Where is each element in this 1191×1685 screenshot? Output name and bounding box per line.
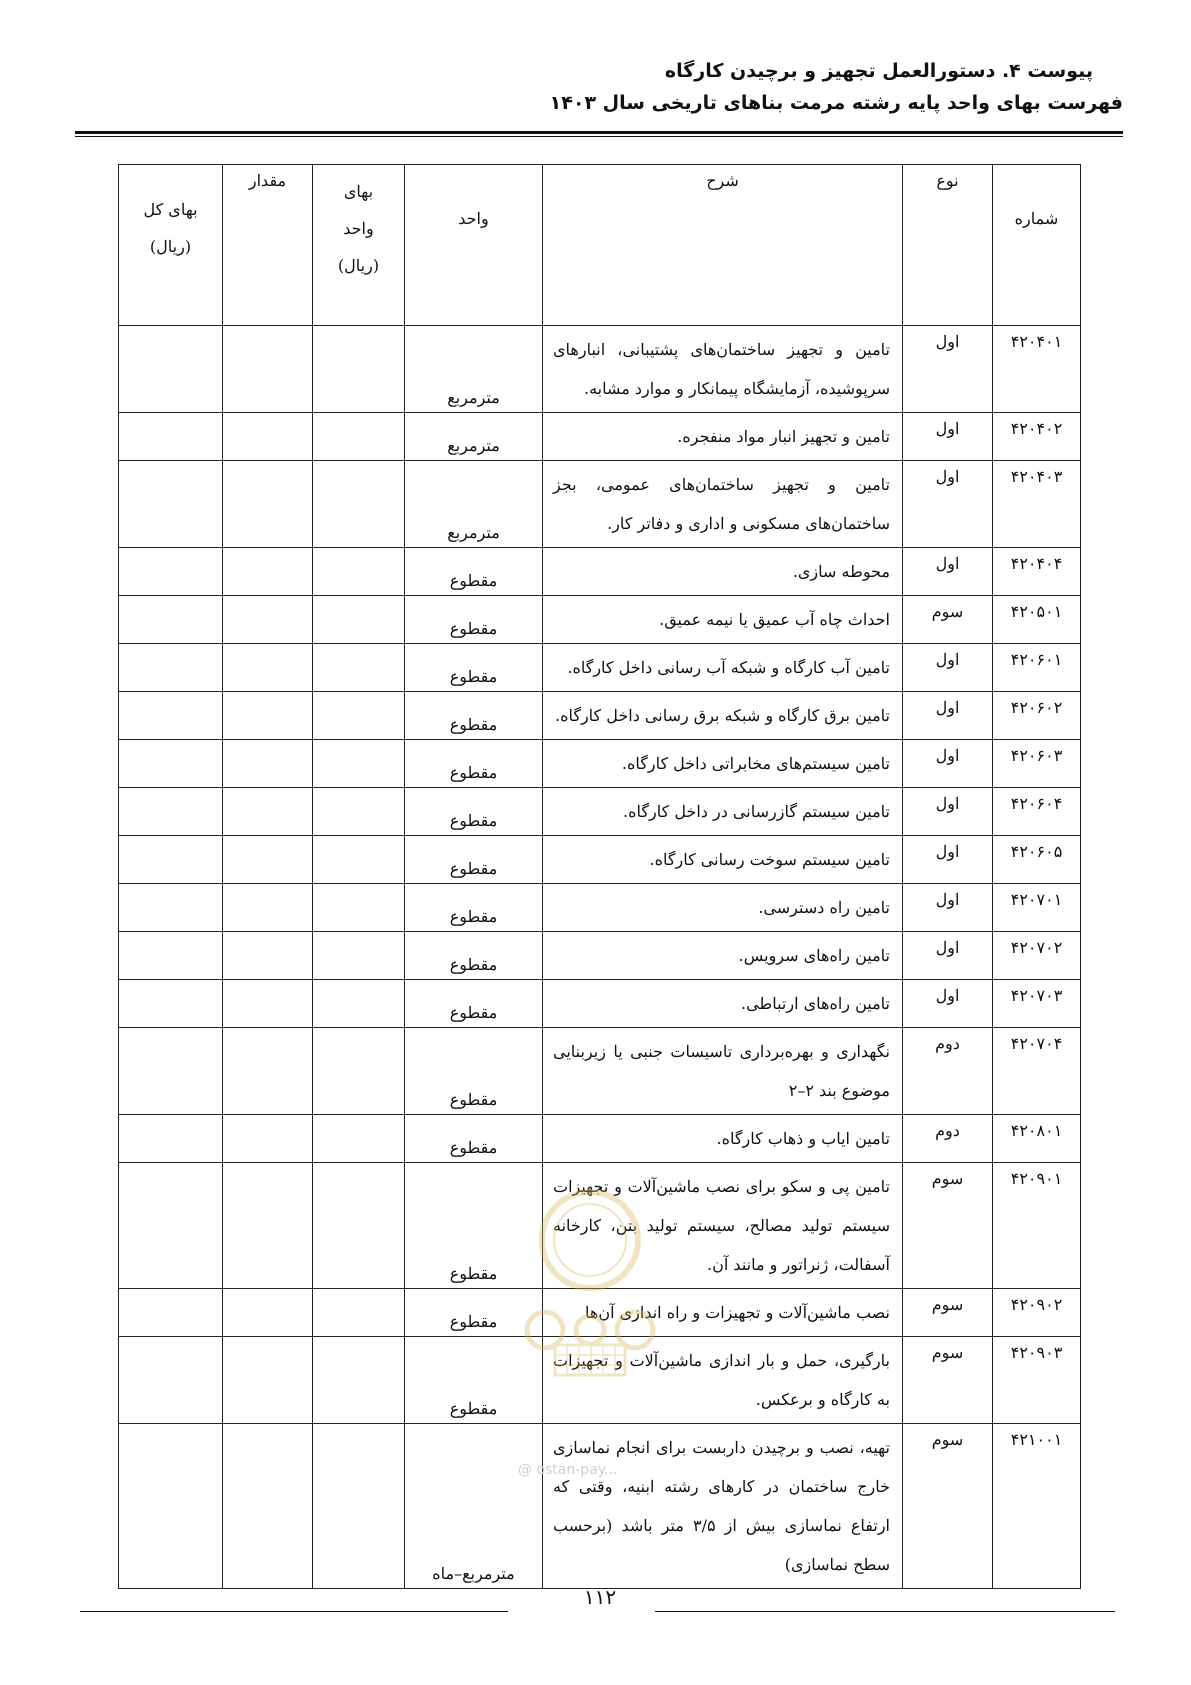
price-list-table	[118, 164, 1081, 1589]
table-row	[119, 788, 1081, 836]
item-total-price	[119, 1424, 223, 1589]
item-quantity	[223, 1115, 313, 1163]
item-unit: مقطوع	[405, 1163, 543, 1289]
item-type: اول	[903, 980, 993, 1028]
item-number: ۴۲۰۶۰۴	[993, 788, 1081, 836]
table-row	[119, 326, 1081, 413]
item-number: ۴۲۰۴۰۱	[993, 326, 1081, 413]
item-number: ۴۲۰۵۰۱	[993, 596, 1081, 644]
table-row	[119, 1289, 1081, 1337]
table-row	[119, 836, 1081, 884]
item-unit: مقطوع	[405, 1289, 543, 1337]
item-unit-price	[313, 461, 405, 548]
item-number: ۴۲۰۶۰۲	[993, 692, 1081, 740]
page-number: ۱۱۲	[583, 1585, 617, 1609]
table-row	[119, 548, 1081, 596]
item-number: ۴۲۰۹۰۳	[993, 1337, 1081, 1424]
item-unit-price	[313, 1115, 405, 1163]
item-type: سوم	[903, 1163, 993, 1289]
item-description: تامین سیستم سوخت رسانی کارگاه.	[543, 836, 903, 884]
item-type: دوم	[903, 1028, 993, 1115]
item-number: ۴۲۰۷۰۲	[993, 932, 1081, 980]
item-type: اول	[903, 836, 993, 884]
item-total-price	[119, 740, 223, 788]
item-quantity	[223, 692, 313, 740]
col-header-number: شماره	[993, 165, 1081, 326]
col-header-unit-price: بهای واحد (ریال)	[313, 165, 405, 326]
item-unit: مقطوع	[405, 932, 543, 980]
item-total-price	[119, 836, 223, 884]
col-header-description: شرح	[543, 165, 903, 326]
item-unit-price	[313, 1289, 405, 1337]
item-type: اول	[903, 692, 993, 740]
item-quantity	[223, 980, 313, 1028]
item-type: دوم	[903, 1115, 993, 1163]
item-unit: مقطوع	[405, 1028, 543, 1115]
item-quantity	[223, 548, 313, 596]
item-quantity	[223, 461, 313, 548]
item-unit: مترمربع–ماه	[405, 1424, 543, 1589]
table-header-row	[119, 165, 1081, 326]
item-type: اول	[903, 740, 993, 788]
item-type: سوم	[903, 1337, 993, 1424]
table-row	[119, 740, 1081, 788]
item-number: ۴۲۰۶۰۳	[993, 740, 1081, 788]
item-unit-price	[313, 788, 405, 836]
table-row	[119, 1337, 1081, 1424]
item-unit: مقطوع	[405, 980, 543, 1028]
footer-rule-left	[80, 1611, 508, 1612]
item-total-price	[119, 644, 223, 692]
item-quantity	[223, 596, 313, 644]
item-total-price	[119, 326, 223, 413]
item-unit: مترمربع	[405, 413, 543, 461]
item-total-price	[119, 1028, 223, 1115]
item-quantity	[223, 884, 313, 932]
item-description: تهیه، نصب و برچیدن داربست برای انجام نماسازی خارج ساختمان در کارهای رشته ابنیه، وقتی که ارتفاع نماسازی بیش از ۳/۵ متر باشد (برحسب سطح نماسازی)	[543, 1424, 903, 1589]
item-unit-price	[313, 1028, 405, 1115]
col-header-total-price: بهای کل (ریال)	[119, 165, 223, 326]
item-quantity	[223, 1289, 313, 1337]
item-type: اول	[903, 932, 993, 980]
col-header-unit: واحد	[405, 165, 543, 326]
item-quantity	[223, 326, 313, 413]
item-type: اول	[903, 884, 993, 932]
item-unit-price	[313, 836, 405, 884]
item-description: تامین آب کارگاه و شبکه آب رسانی داخل کارگاه.	[543, 644, 903, 692]
item-quantity	[223, 1028, 313, 1115]
item-number: ۴۲۰۷۰۱	[993, 884, 1081, 932]
item-total-price	[119, 884, 223, 932]
item-description: تامین سیستم گازرسانی در داخل کارگاه.	[543, 788, 903, 836]
item-unit: مقطوع	[405, 884, 543, 932]
item-unit: مقطوع	[405, 548, 543, 596]
table-row	[119, 1163, 1081, 1289]
item-description: تامین و تجهیز ساختمان‌های پشتیبانی، انبارهای سرپوشیده، آزمایشگاه پیمانکار و موارد مشابه.	[543, 326, 903, 413]
item-total-price	[119, 461, 223, 548]
item-total-price	[119, 980, 223, 1028]
item-unit: مقطوع	[405, 1115, 543, 1163]
item-unit-price	[313, 740, 405, 788]
table-row	[119, 884, 1081, 932]
table-row	[119, 980, 1081, 1028]
item-description: نگهداری و بهره‌برداری تاسیسات جنبی یا زیربنایی موضوع بند ۲–۲	[543, 1028, 903, 1115]
item-description: تامین پی و سکو برای نصب ماشین‌آلات و تجهیزات سیستم تولید مصالح، سیستم تولید بتن، کارخانه آسفالت، ژنراتور و مانند آن.	[543, 1163, 903, 1289]
item-unit: مقطوع	[405, 596, 543, 644]
item-description: تامین راه دسترسی.	[543, 884, 903, 932]
item-total-price	[119, 932, 223, 980]
item-number: ۴۲۰۶۰۵	[993, 836, 1081, 884]
table-row	[119, 1115, 1081, 1163]
item-unit: مقطوع	[405, 740, 543, 788]
page-header	[63, 56, 1123, 120]
item-unit-price	[313, 548, 405, 596]
item-total-price	[119, 1289, 223, 1337]
item-quantity	[223, 788, 313, 836]
item-number: ۴۲۰۴۰۴	[993, 548, 1081, 596]
item-total-price	[119, 1337, 223, 1424]
item-unit-price	[313, 692, 405, 740]
item-unit-price	[313, 644, 405, 692]
item-type: اول	[903, 788, 993, 836]
item-description: نصب ماشین‌آلات و تجهیزات و راه اندازی آن‌ها	[543, 1289, 903, 1337]
item-quantity	[223, 1337, 313, 1424]
item-description: تامین و تجهیز ساختمان‌های عمومی، بجز ساختمان‌های مسکونی و اداری و دفاتر کار.	[543, 461, 903, 548]
item-number: ۴۲۰۴۰۲	[993, 413, 1081, 461]
item-description: احداث چاه آب عمیق یا نیمه عمیق.	[543, 596, 903, 644]
appendix-title: پیوست ۴. دستورالعمل تجهیز و برچیدن کارگاه	[664, 60, 1093, 82]
table-row	[119, 1424, 1081, 1589]
item-number: ۴۲۰۹۰۱	[993, 1163, 1081, 1289]
item-total-price	[119, 1115, 223, 1163]
watermark-text: @ ostan-pay...	[518, 1462, 618, 1478]
col-header-quantity: مقدار	[223, 165, 313, 326]
item-number: ۴۲۰۷۰۳	[993, 980, 1081, 1028]
item-type: اول	[903, 644, 993, 692]
item-type: اول	[903, 461, 993, 548]
item-unit: مقطوع	[405, 692, 543, 740]
item-unit-price	[313, 932, 405, 980]
item-type: سوم	[903, 1289, 993, 1337]
item-description: تامین برق کارگاه و شبکه برق رسانی داخل کارگاه.	[543, 692, 903, 740]
item-type: اول	[903, 326, 993, 413]
item-number: ۴۲۱۰۰۱	[993, 1424, 1081, 1589]
footer-rule-right	[655, 1611, 1115, 1612]
item-total-price	[119, 413, 223, 461]
item-quantity	[223, 932, 313, 980]
item-quantity	[223, 1163, 313, 1289]
item-unit: مقطوع	[405, 836, 543, 884]
header-rule-thick	[75, 131, 1123, 134]
document-title: فهرست بهای واحد پایه رشته مرمت بناهای تاریخی سال ۱۴۰۳	[549, 92, 1123, 114]
item-number: ۴۲۰۴۰۳	[993, 461, 1081, 548]
item-unit-price	[313, 884, 405, 932]
item-unit: مقطوع	[405, 644, 543, 692]
item-unit: مترمربع	[405, 461, 543, 548]
table-row	[119, 692, 1081, 740]
item-unit: مقطوع	[405, 788, 543, 836]
item-unit-price	[313, 980, 405, 1028]
item-description: تامین ایاب و ذهاب کارگاه.	[543, 1115, 903, 1163]
item-description: محوطه سازی.	[543, 548, 903, 596]
item-number: ۴۲۰۶۰۱	[993, 644, 1081, 692]
table-row	[119, 461, 1081, 548]
item-type: سوم	[903, 596, 993, 644]
item-unit-price	[313, 326, 405, 413]
item-number: ۴۲۰۷۰۴	[993, 1028, 1081, 1115]
item-quantity	[223, 644, 313, 692]
item-unit: مترمربع	[405, 326, 543, 413]
item-unit-price	[313, 1424, 405, 1589]
item-quantity	[223, 413, 313, 461]
item-type: اول	[903, 413, 993, 461]
item-description: تامین و تجهیز انبار مواد منفجره.	[543, 413, 903, 461]
table-row	[119, 413, 1081, 461]
item-unit-price	[313, 1163, 405, 1289]
item-total-price	[119, 788, 223, 836]
table-row	[119, 644, 1081, 692]
item-total-price	[119, 692, 223, 740]
item-unit-price	[313, 413, 405, 461]
item-quantity	[223, 740, 313, 788]
item-unit-price	[313, 596, 405, 644]
item-quantity	[223, 1424, 313, 1589]
item-description: بارگیری، حمل و بار اندازی ماشین‌آلات و تجهیزات به کارگاه و برعکس.	[543, 1337, 903, 1424]
item-type: اول	[903, 548, 993, 596]
item-total-price	[119, 548, 223, 596]
table-row	[119, 596, 1081, 644]
table-row	[119, 1028, 1081, 1115]
item-description: تامین سیستم‌های مخابراتی داخل کارگاه.	[543, 740, 903, 788]
col-header-type: نوع	[903, 165, 993, 326]
item-number: ۴۲۰۹۰۲	[993, 1289, 1081, 1337]
item-type: سوم	[903, 1424, 993, 1589]
item-total-price	[119, 596, 223, 644]
item-quantity	[223, 836, 313, 884]
item-description: تامین راه‌های ارتباطی.	[543, 980, 903, 1028]
item-unit: مقطوع	[405, 1337, 543, 1424]
item-unit-price	[313, 1337, 405, 1424]
item-number: ۴۲۰۸۰۱	[993, 1115, 1081, 1163]
item-total-price	[119, 1163, 223, 1289]
table-row	[119, 932, 1081, 980]
header-rule-thin	[75, 136, 1123, 137]
item-description: تامین راه‌های سرویس.	[543, 932, 903, 980]
